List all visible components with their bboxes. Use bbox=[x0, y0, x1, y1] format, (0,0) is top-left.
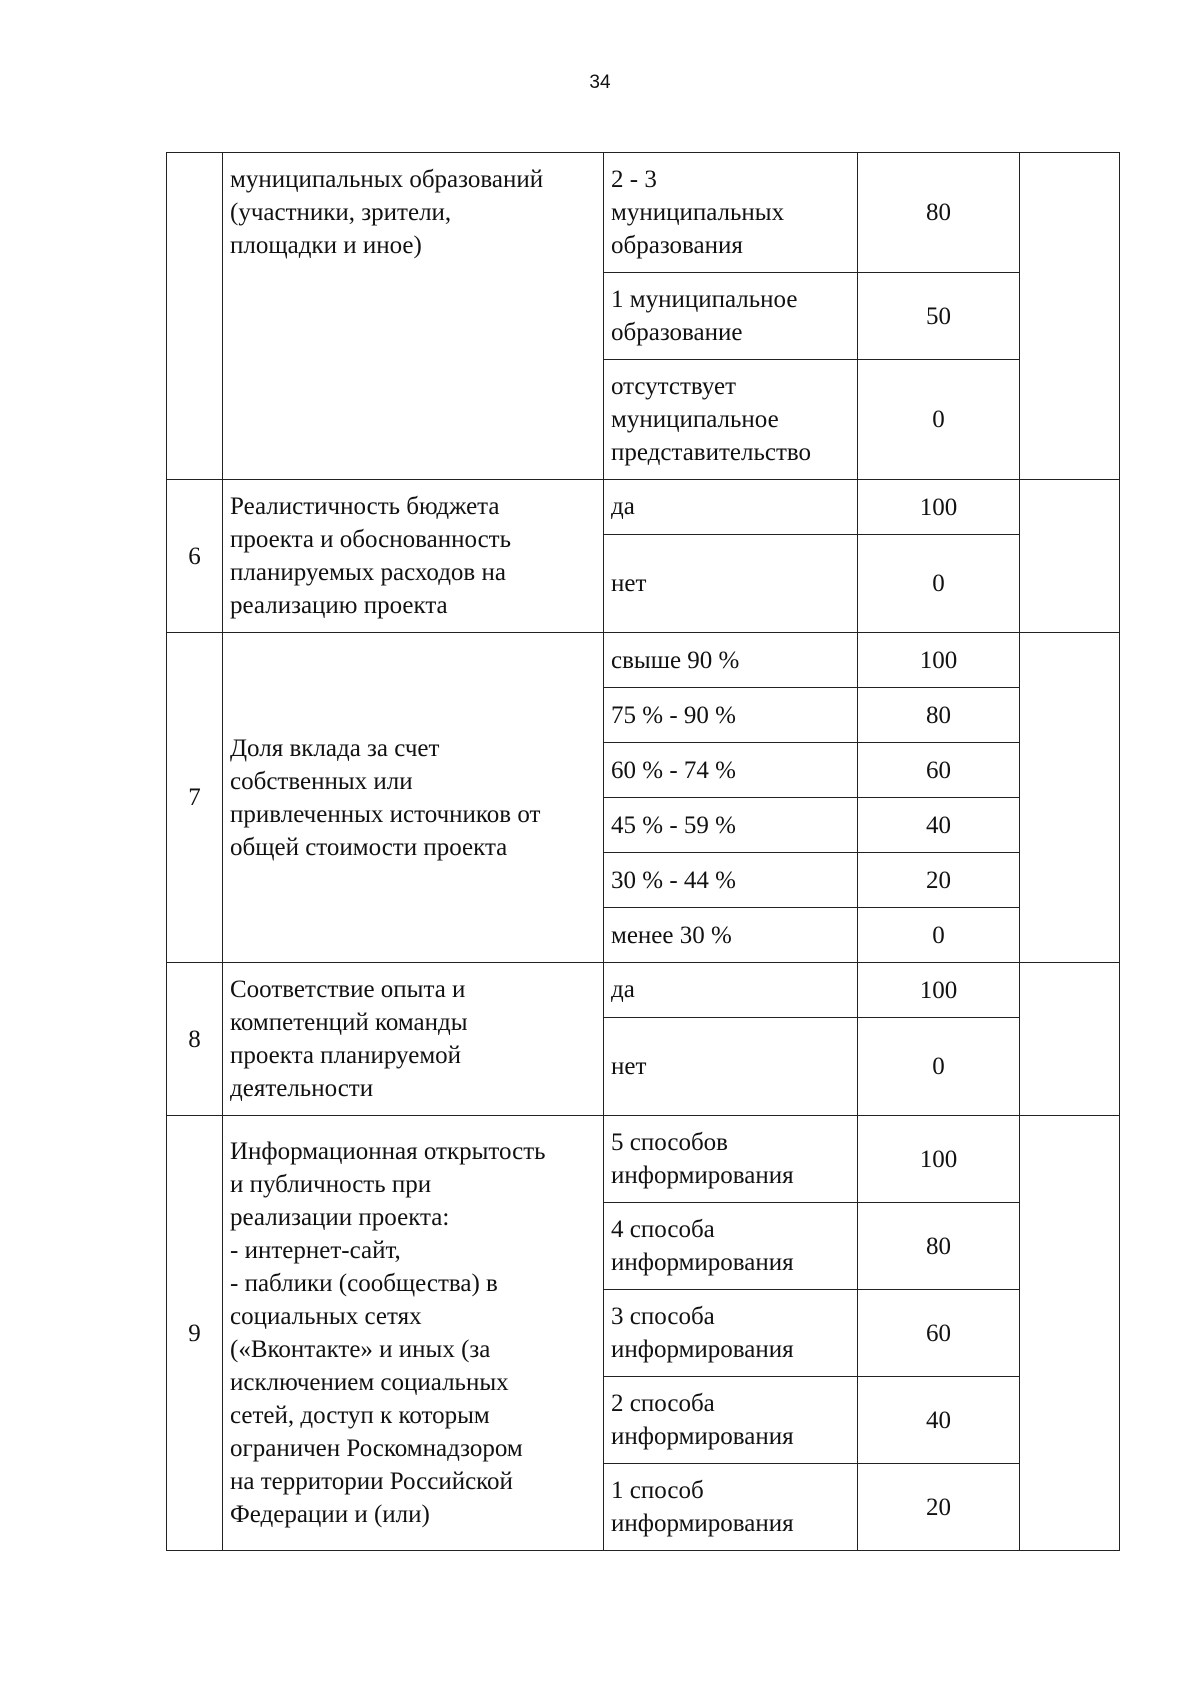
table-row bbox=[167, 480, 1120, 535]
option-score: 100 bbox=[858, 963, 1020, 1018]
option-label: да bbox=[604, 480, 858, 535]
criterion-name: Информационная открытость и публичность при реализации проекта: - интернет-сайт, - паблики (сообщества) в социальных сетях («Вконтакте» и иных (за исключением социальных сетей, доступ к которым ограничен Роскомнадзором на территории Российской Федерации и (или) bbox=[223, 1116, 604, 1551]
option-label: 75 % - 90 % bbox=[604, 688, 858, 743]
criteria-table bbox=[166, 152, 1120, 1551]
option-label: 5 способов информирования bbox=[604, 1116, 858, 1203]
option-label: 4 способа информирования bbox=[604, 1203, 858, 1290]
option-score: 80 bbox=[858, 688, 1020, 743]
option-label: 2 - 3 муниципальных образования bbox=[604, 153, 858, 273]
table-row bbox=[167, 1116, 1120, 1203]
option-score: 0 bbox=[858, 535, 1020, 633]
option-label: отсутствует муниципальное представительство bbox=[604, 360, 858, 480]
criterion-number: 7 bbox=[167, 633, 223, 963]
score-cell-empty bbox=[1020, 480, 1120, 633]
criterion-name: Реалистичность бюджета проекта и обоснованность планируемых расходов на реализацию проекта bbox=[223, 480, 604, 633]
criterion-number: 9 bbox=[167, 1116, 223, 1551]
option-label: 45 % - 59 % bbox=[604, 798, 858, 853]
score-cell-empty bbox=[1020, 153, 1120, 480]
option-label: 3 способа информирования bbox=[604, 1290, 858, 1377]
option-label: 60 % - 74 % bbox=[604, 743, 858, 798]
option-score: 40 bbox=[858, 798, 1020, 853]
option-score: 20 bbox=[858, 1464, 1020, 1551]
score-cell-empty bbox=[1020, 633, 1120, 963]
option-score: 80 bbox=[858, 1203, 1020, 1290]
option-label: 30 % - 44 % bbox=[604, 853, 858, 908]
option-label: 1 способ информирования bbox=[604, 1464, 858, 1551]
option-score: 60 bbox=[858, 743, 1020, 798]
criterion-number bbox=[167, 153, 223, 480]
option-score: 0 bbox=[858, 360, 1020, 480]
page-number: 34 bbox=[589, 72, 611, 93]
option-score: 100 bbox=[858, 633, 1020, 688]
option-score: 80 bbox=[858, 153, 1020, 273]
option-label: свыше 90 % bbox=[604, 633, 858, 688]
option-score: 100 bbox=[858, 480, 1020, 535]
criterion-name: Доля вклада за счет собственных или привлеченных источников от общей стоимости проекта bbox=[223, 633, 604, 963]
criterion-number: 6 bbox=[167, 480, 223, 633]
option-label: да bbox=[604, 963, 858, 1018]
option-label: нет bbox=[604, 1018, 858, 1116]
table-row bbox=[167, 633, 1120, 688]
option-score: 20 bbox=[858, 853, 1020, 908]
option-score: 60 bbox=[858, 1290, 1020, 1377]
option-score: 0 bbox=[858, 908, 1020, 963]
criterion-name: Соответствие опыта и компетенций команды проекта планируемой деятельности bbox=[223, 963, 604, 1116]
table-row bbox=[167, 153, 1120, 273]
option-label: менее 30 % bbox=[604, 908, 858, 963]
score-cell-empty bbox=[1020, 1116, 1120, 1551]
criterion-number: 8 bbox=[167, 963, 223, 1116]
option-label: 2 способа информирования bbox=[604, 1377, 858, 1464]
option-score: 0 bbox=[858, 1018, 1020, 1116]
option-score: 100 bbox=[858, 1116, 1020, 1203]
table-row bbox=[167, 963, 1120, 1018]
score-cell-empty bbox=[1020, 963, 1120, 1116]
option-label: 1 муниципальное образование bbox=[604, 273, 858, 360]
option-label: нет bbox=[604, 535, 858, 633]
criterion-name: муниципальных образований (участники, зрители, площадки и иное) bbox=[223, 153, 604, 480]
option-score: 50 bbox=[858, 273, 1020, 360]
option-score: 40 bbox=[858, 1377, 1020, 1464]
